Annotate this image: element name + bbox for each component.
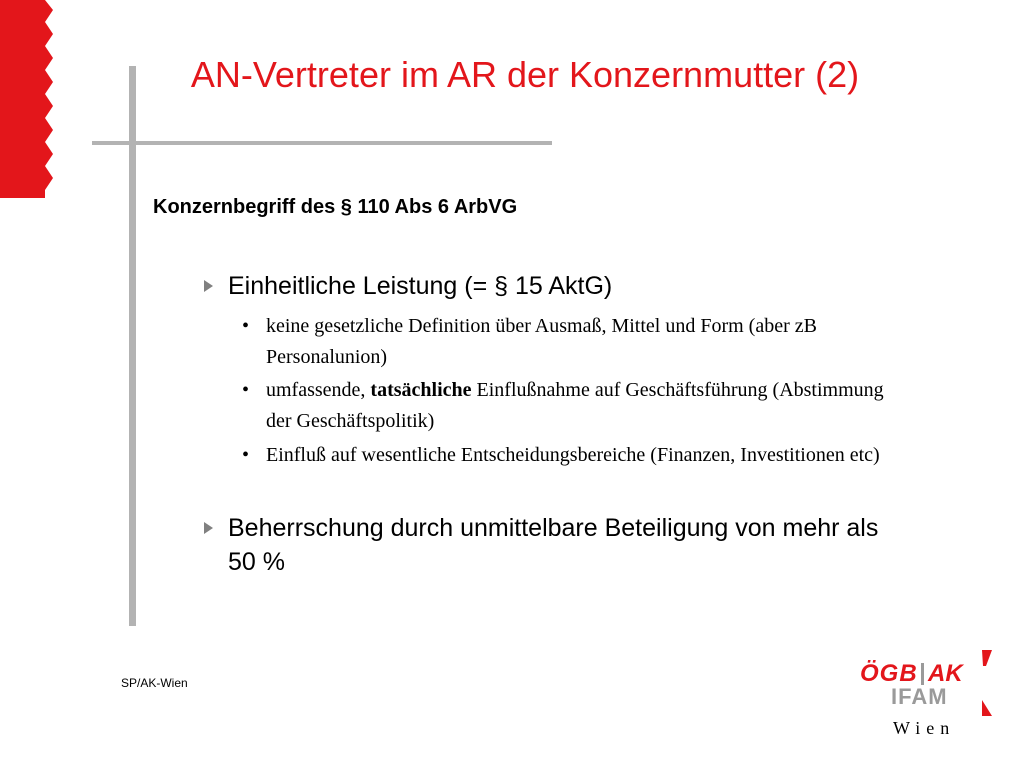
- logo-separator: [921, 663, 924, 685]
- logo-corner-mark-icon: [980, 650, 992, 666]
- bullet-text-part: umfassende,: [266, 379, 371, 401]
- logo-ifam: IFAM: [891, 684, 948, 709]
- triangle-right-icon: [204, 280, 213, 292]
- bullet-text-emphasis: tatsächliche: [370, 379, 472, 401]
- bullet-dot-icon: •: [242, 444, 250, 466]
- bullet-text-part: Einflußnahme auf Geschäftsführung (Abstimmung der Geschäftspolitik): [266, 379, 884, 432]
- bullet-level1: Einheitliche Leistung (= § 15 AktG): [228, 272, 613, 300]
- bullet-dot-icon: •: [242, 315, 250, 337]
- logo-ak: AK: [928, 660, 963, 687]
- logo-city: Wien: [893, 718, 956, 738]
- logo-ogb: ÖGB: [860, 660, 918, 687]
- triangle-right-icon: [204, 522, 213, 534]
- slide-subtitle: Konzernbegriff des § 110 Abs 6 ArbVG: [153, 196, 518, 218]
- logo-corner-mark-icon: [982, 700, 992, 716]
- bullet-level2: Einfluß auf wesentliche Entscheidungsbereiche (Finanzen, Investitionen etc): [266, 444, 880, 466]
- bullet-dot-icon: •: [242, 379, 250, 401]
- slide-title: AN-Vertreter im AR der Konzernmutter (2): [190, 54, 860, 95]
- bullet-level2: [266, 375, 906, 437]
- vertical-rule: [129, 66, 136, 626]
- red-zigzag-decoration: [0, 0, 60, 200]
- bullet-level2: keine gesetzliche Definition über Ausmaß, Mittel und Form (aber zB Personalunion): [266, 315, 817, 368]
- horizontal-rule: [92, 141, 552, 145]
- bullet-level1: Beherrschung durch unmittelbare Beteiligung von mehr als 50 %: [228, 514, 879, 576]
- footer-text: SP/AK-Wien: [121, 676, 188, 690]
